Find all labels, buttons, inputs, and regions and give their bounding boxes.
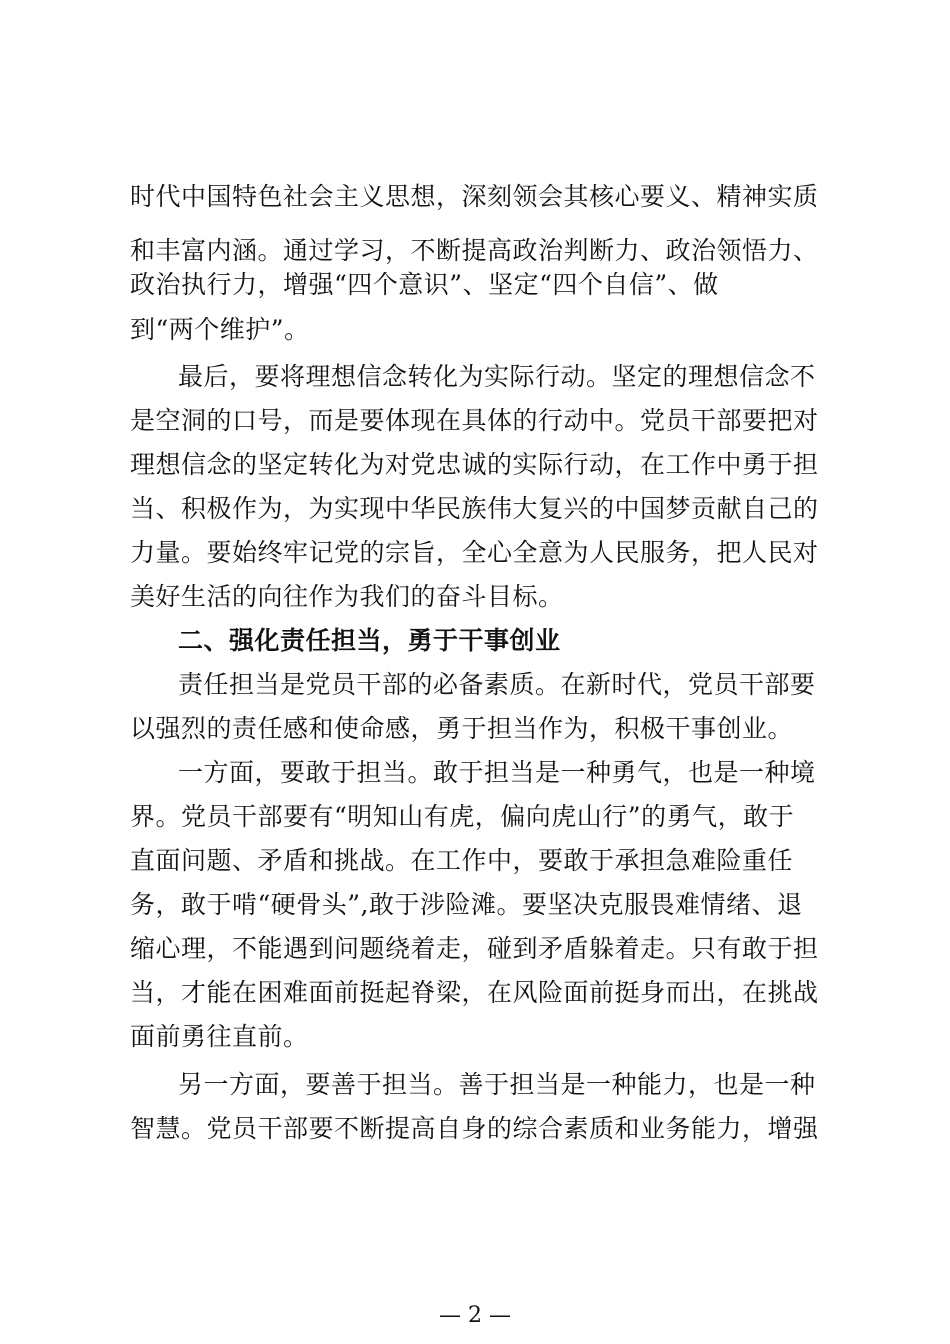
body-text-line: 直面问题、矛盾和挑战。在工作中，要敢于承担急难险重任 <box>130 846 794 875</box>
body-text-line: 以强烈的责任感和使命感，勇于担当作为，积极干事创业。 <box>130 714 794 743</box>
paragraph-first-line: 一方面，要敢于担当。敢于担当是一种勇气，也是一种境 <box>178 758 816 787</box>
section-heading: 二、强化责任担当，勇于干事创业 <box>178 626 561 655</box>
paragraph-first-line: 最后，要将理想信念转化为实际行动。坚定的理想信念不 <box>178 362 816 391</box>
body-text-line: 理想信念的坚定转化为对党忠诚的实际行动，在工作中勇于担 <box>130 450 819 479</box>
body-text-line: 到“两个维护”。 <box>130 315 310 344</box>
body-text-line: 当、积极作为，为实现中华民族伟大复兴的中国梦贡献自己的 <box>130 494 819 523</box>
paragraph-first-line: 责任担当是党员干部的必备素质。在新时代，党员干部要 <box>178 670 816 699</box>
body-text-line: 时代中国特色社会主义思想，深刻领会其核心要义、精神实质 <box>130 182 819 211</box>
body-text-line: 政治执行力，增强“四个意识”、坚定“四个自信”、做 <box>130 270 719 299</box>
body-text-line: 美好生活的向往作为我们的奋斗目标。 <box>130 582 564 611</box>
body-text-line: 智慧。党员干部要不断提高自身的综合素质和业务能力，增强 <box>130 1114 819 1143</box>
body-text-line: 面前勇往直前。 <box>130 1022 309 1051</box>
body-text-line: 界。党员干部要有“明知山有虎，偏向虎山行”的勇气，敢于 <box>130 802 795 831</box>
body-text-line: 是空洞的口号，而是要体现在具体的行动中。党员干部要把对 <box>130 406 819 435</box>
body-text-line: 务，敢于啃“硬骨头”,敢于涉险滩。要坚决克服畏难情绪、退 <box>130 890 803 919</box>
body-text-line: 缩心理，不能遇到问题绕着走，碰到矛盾躲着走。只有敢于担 <box>130 934 819 963</box>
paragraph-first-line: 另一方面，要善于担当。善于担当是一种能力，也是一种 <box>178 1070 816 1099</box>
page-number: — 2 — <box>439 1303 511 1328</box>
body-text-line: 和丰富内涵。通过学习，不断提高政治判断力、政治领悟力、 <box>130 236 819 265</box>
body-text-line: 力量。要始终牢记党的宗旨，全心全意为人民服务，把人民对 <box>130 538 819 567</box>
body-text-line: 当，才能在困难面前挺起脊梁，在风险面前挺身而出，在挑战 <box>130 978 819 1007</box>
